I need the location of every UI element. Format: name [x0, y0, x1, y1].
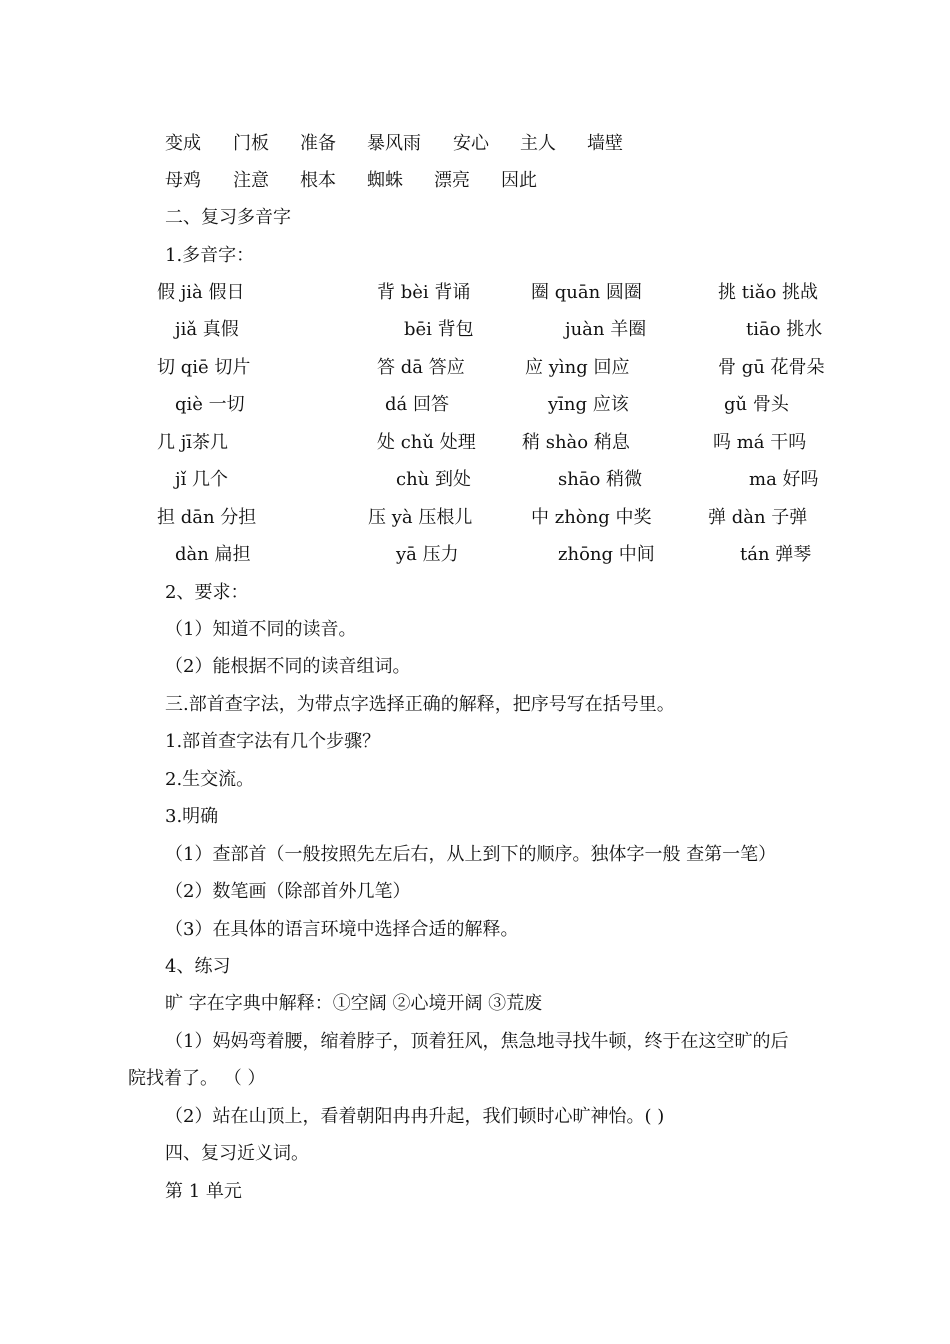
exercise-question: （1）妈妈弯着腰，缩着脖子，顶着狂风，焦急地寻找牛顿，终于在这空旷的后 — [165, 1031, 789, 1052]
polyphone-entry: shāo 稍微 — [558, 469, 643, 490]
paragraph: 1.部首查字法有几个步骤？ — [165, 731, 381, 752]
polyphone-entry: 几 jī茶几 — [157, 432, 229, 453]
polyphone-entry: dá 回答 — [385, 394, 449, 415]
paragraph: 3.明确 — [165, 806, 219, 827]
polyphone-entry: 骨 gū 花骨朵 — [718, 357, 825, 378]
polyphone-entry: 挑 tiǎo 挑战 — [718, 282, 819, 303]
sub-heading: 4、练习 — [165, 956, 231, 977]
polyphone-entry: 吗 má 干吗 — [713, 432, 807, 453]
sub-heading: 2、要求： — [165, 582, 249, 603]
polyphone-entry: qiè 一切 — [175, 394, 245, 415]
polyphone-entry: zhōng 中间 — [558, 544, 655, 565]
polyphone-entry: gǔ 骨头 — [724, 394, 789, 415]
polyphone-entry: jǐ 几个 — [175, 469, 229, 490]
polyphone-entry: jiǎ 真假 — [175, 319, 239, 340]
polyphone-entry: 答 dā 答应 — [377, 357, 465, 378]
vocab-word: 主人 — [520, 133, 556, 154]
step-item: （2）数笔画（除部首外几笔） — [165, 881, 411, 902]
section-heading: 四、复习近义词。 — [165, 1143, 309, 1164]
polyphone-entry: 稍 shào 稍息 — [522, 432, 630, 453]
vocab-word: 注意 — [233, 170, 269, 191]
polyphone-entry: 担 dān 分担 — [157, 507, 257, 528]
vocab-word: 根本 — [300, 170, 336, 191]
sub-heading: 1.多音字： — [165, 245, 255, 266]
vocab-word: 门板 — [233, 133, 269, 154]
step-item: （1）查部首（一般按照先左后右，从上到下的顺序。独体字一般 查第一笔） — [165, 844, 777, 865]
vocab-word: 变成 — [165, 133, 201, 154]
section-heading: 二、复习多音字 — [165, 207, 291, 228]
polyphone-entry: dàn 扁担 — [175, 544, 251, 565]
exercise-question: （2）站在山顶上，看着朝阳冉冉升起，我们顿时心旷神怡。( ) — [165, 1106, 665, 1127]
step-item: （3）在具体的语言环境中选择合适的解释。 — [165, 919, 519, 940]
polyphone-entry: 压 yà 压根儿 — [368, 507, 473, 528]
polyphone-entry: juàn 羊圈 — [565, 319, 647, 340]
vocab-word: 因此 — [501, 170, 537, 191]
polyphone-entry: tiāo 挑水 — [746, 319, 823, 340]
polyphone-entry: yā 压力 — [396, 544, 459, 565]
exercise-question-continued: 院找着了。 （ ） — [128, 1068, 266, 1089]
polyphone-entry: 应 yìng 回应 — [525, 357, 630, 378]
vocab-word: 母鸡 — [165, 170, 201, 191]
vocab-word: 暴风雨 — [367, 133, 421, 154]
vocab-word: 蜘蛛 — [367, 170, 403, 191]
paragraph: 2.生交流。 — [165, 769, 255, 790]
vocab-word: 漂亮 — [434, 170, 470, 191]
requirement-item: （1）知道不同的读音。 — [165, 619, 357, 640]
vocab-word: 准备 — [300, 133, 336, 154]
vocab-word: 安心 — [453, 133, 489, 154]
polyphone-entry: 处 chǔ 处理 — [377, 432, 476, 453]
vocab-word: 墙壁 — [587, 133, 623, 154]
polyphone-entry: 圈 quān 圆圈 — [531, 282, 642, 303]
unit-heading: 第 1 单元 — [165, 1181, 242, 1202]
polyphone-entry: bēi 背包 — [404, 319, 474, 340]
polyphone-entry: 中 zhòng 中奖 — [531, 507, 652, 528]
definition-line: 旷 字在字典中解释：①空阔 ②心境开阔 ③荒废 — [165, 993, 543, 1014]
polyphone-entry: tán 弹琴 — [740, 544, 812, 565]
polyphone-entry: chù 到处 — [396, 469, 471, 490]
polyphone-entry: 假 jià 假日 — [157, 282, 245, 303]
requirement-item: （2）能根据不同的读音组词。 — [165, 656, 411, 677]
polyphone-entry: yīng 应该 — [548, 394, 629, 415]
polyphone-entry: 背 bèi 背诵 — [377, 282, 471, 303]
section-heading: 三.部首查字法，为带点字选择正确的解释，把序号写在括号里。 — [165, 694, 675, 715]
polyphone-entry: 切 qiē 切片 — [157, 357, 251, 378]
polyphone-entry: ma 好吗 — [749, 469, 819, 490]
polyphone-entry: 弹 dàn 子弹 — [708, 507, 808, 528]
